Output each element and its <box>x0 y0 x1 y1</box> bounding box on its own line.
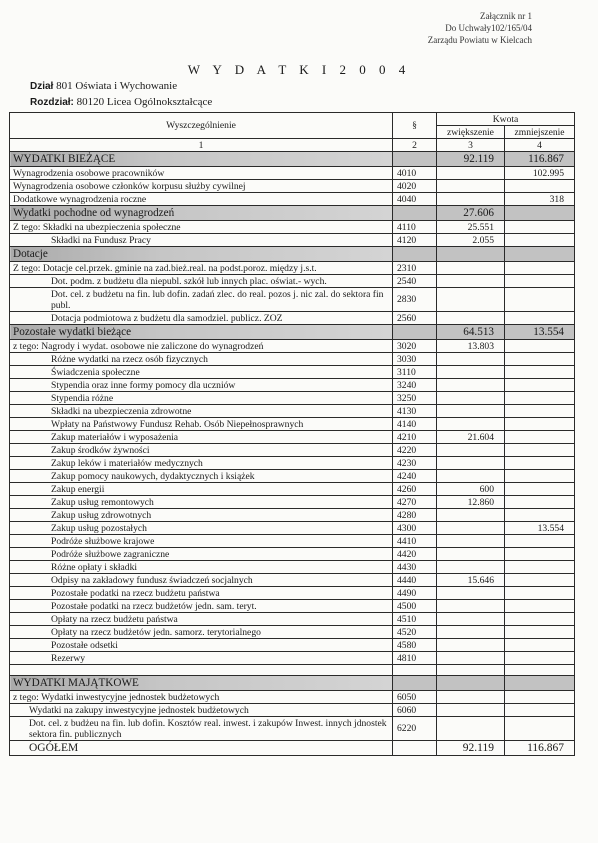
row-code: 2540 <box>393 275 437 288</box>
table-row <box>10 457 575 470</box>
table-row <box>10 704 575 717</box>
row-increase <box>437 405 505 418</box>
row-increase <box>437 600 505 613</box>
table-row <box>10 379 575 392</box>
row-name: Zakup usług remontowych <box>10 496 393 509</box>
row-increase <box>437 247 505 262</box>
row-increase <box>437 275 505 288</box>
row-code: 2560 <box>393 312 437 325</box>
row-decrease <box>505 509 575 522</box>
row-name: Opłaty na rzecz budżetów jedn. samorz. terytorialnego <box>10 626 393 639</box>
row-code: 4520 <box>393 626 437 639</box>
row-code: 3020 <box>393 340 437 353</box>
row-code: 4140 <box>393 418 437 431</box>
row-name: Opłaty na rzecz budżetu państwa <box>10 613 393 626</box>
row-increase <box>437 717 505 741</box>
row-increase <box>437 392 505 405</box>
row-name: Zakup środków żywności <box>10 444 393 457</box>
row-code: 4010 <box>393 167 437 180</box>
row-decrease <box>505 496 575 509</box>
row-code <box>393 152 437 167</box>
row-name <box>10 665 393 676</box>
table-row <box>10 167 575 180</box>
document-title: W Y D A T K I 2 0 0 4 <box>187 62 411 77</box>
table-row <box>10 405 575 418</box>
row-increase: 21.604 <box>437 431 505 444</box>
row-increase <box>437 353 505 366</box>
row-decrease <box>505 221 575 234</box>
row-decrease <box>505 234 575 247</box>
row-increase <box>437 548 505 561</box>
row-name: Różne opłaty i składki <box>10 561 393 574</box>
row-increase <box>437 639 505 652</box>
row-decrease <box>505 262 575 275</box>
table-row <box>10 496 575 509</box>
row-name: OGÓŁEM <box>10 741 393 756</box>
row-increase <box>437 262 505 275</box>
row-name: Wydatki pochodne od wynagrodzeń <box>10 206 393 221</box>
table-row <box>10 431 575 444</box>
row-code: 6220 <box>393 717 437 741</box>
table-row <box>10 717 575 741</box>
rozdzial-value: 80120 Licea Ogólnokształcące <box>76 96 213 108</box>
row-increase <box>437 167 505 180</box>
row-code: 3030 <box>393 353 437 366</box>
row-name: Pozostałe wydatki bieżące <box>10 325 393 340</box>
table-row <box>10 275 575 288</box>
row-code <box>393 741 437 756</box>
row-increase: 13.803 <box>437 340 505 353</box>
row-decrease <box>505 704 575 717</box>
row-decrease <box>505 275 575 288</box>
table-row <box>10 483 575 496</box>
row-increase <box>437 561 505 574</box>
table-row <box>10 418 575 431</box>
row-code: 4020 <box>393 180 437 193</box>
spacer-row <box>10 665 575 676</box>
row-code: 4500 <box>393 600 437 613</box>
attachment-line-1: Załącznik nr 1 <box>480 11 532 21</box>
row-name: Pozostałe odsetki <box>10 639 393 652</box>
row-increase: 12.860 <box>437 496 505 509</box>
row-code <box>393 665 437 676</box>
rozdzial-label: Rozdział: <box>30 97 74 108</box>
row-increase <box>437 366 505 379</box>
row-code: 4580 <box>393 639 437 652</box>
row-code: 4130 <box>393 405 437 418</box>
table-row <box>10 613 575 626</box>
row-name: Zakup materiałów i wyposażenia <box>10 431 393 444</box>
row-code: 4230 <box>393 457 437 470</box>
row-decrease <box>505 206 575 221</box>
row-name: Składki na ubezpieczenia zdrowotne <box>10 405 393 418</box>
row-decrease <box>505 600 575 613</box>
row-increase <box>437 444 505 457</box>
attachment-note <box>428 10 532 46</box>
table-row <box>10 574 575 587</box>
dzial-value: 801 Oświata i Wychowanie <box>56 80 178 92</box>
row-decrease <box>505 405 575 418</box>
row-name: z tego: Wydatki inwestycyjne jednostek budżetowych <box>10 691 393 704</box>
row-name: Stypendia oraz inne formy pomocy dla uczniów <box>10 379 393 392</box>
row-decrease <box>505 431 575 444</box>
row-increase <box>437 312 505 325</box>
row-name: Wpłaty na Państwowy Fundusz Rehab. Osób Niepełnosprawnych <box>10 418 393 431</box>
row-increase <box>437 193 505 206</box>
row-decrease <box>505 247 575 262</box>
row-increase <box>437 470 505 483</box>
table-row <box>10 312 575 325</box>
row-code: 6050 <box>393 691 437 704</box>
row-name: Dodatkowe wynagrodzenia roczne <box>10 193 393 206</box>
row-name: Rezerwy <box>10 652 393 665</box>
row-decrease <box>505 180 575 193</box>
row-increase <box>437 691 505 704</box>
row-decrease <box>505 483 575 496</box>
row-code: 4120 <box>393 234 437 247</box>
row-decrease <box>505 444 575 457</box>
row-code: 2830 <box>393 288 437 312</box>
table-row <box>10 340 575 353</box>
row-decrease <box>505 652 575 665</box>
table-row <box>10 392 575 405</box>
table-row <box>10 470 575 483</box>
row-code: 4110 <box>393 221 437 234</box>
attachment-line-2: Do Uchwały102/165/04 <box>445 23 532 33</box>
row-increase: 2.055 <box>437 234 505 247</box>
table-row <box>10 535 575 548</box>
row-name: Zakup usług zdrowotnych <box>10 509 393 522</box>
row-decrease: 13.554 <box>505 522 575 535</box>
row-code: 4300 <box>393 522 437 535</box>
header-kwota: Kwota <box>437 113 575 126</box>
table-row <box>10 288 575 312</box>
row-decrease <box>505 457 575 470</box>
row-increase <box>437 626 505 639</box>
row-increase <box>437 587 505 600</box>
section-row <box>10 206 575 221</box>
row-decrease: 116.867 <box>505 152 575 167</box>
row-code <box>393 206 437 221</box>
row-code: 4280 <box>393 509 437 522</box>
row-name: Różne wydatki na rzecz osób fizycznych <box>10 353 393 366</box>
row-decrease: 102.995 <box>505 167 575 180</box>
row-code: 3240 <box>393 379 437 392</box>
row-code: 4440 <box>393 574 437 587</box>
row-increase: 92.119 <box>437 741 505 756</box>
row-decrease: 318 <box>505 193 575 206</box>
header-zmniejszenie: zmniejszenie <box>505 126 575 139</box>
attachment-line-3: Zarządu Powiatu w Kielcach <box>427 35 532 45</box>
row-name: Pozostałe podatki na rzecz budżetu państwa <box>10 587 393 600</box>
row-decrease <box>505 639 575 652</box>
row-code: 3110 <box>393 366 437 379</box>
row-name: Zakup energii <box>10 483 393 496</box>
table-row <box>10 626 575 639</box>
section-row <box>10 325 575 340</box>
header-num-1: 1 <box>10 139 393 152</box>
dzial-line <box>30 80 177 92</box>
row-increase: 92.119 <box>437 152 505 167</box>
row-name: Świadczenia społeczne <box>10 366 393 379</box>
row-code <box>393 676 437 691</box>
row-code: 4410 <box>393 535 437 548</box>
row-increase: 15.646 <box>437 574 505 587</box>
row-name: Dot. cel. z budżeu na fin. lub dofin. Kosztów real. inwest. i zakupów Inwest. innych jdnostek sektora fin. publicznych <box>10 717 393 741</box>
row-name: Zakup leków i materiałów medycznych <box>10 457 393 470</box>
row-code: 4270 <box>393 496 437 509</box>
row-increase <box>437 522 505 535</box>
table-row <box>10 548 575 561</box>
row-increase <box>437 613 505 626</box>
rozdzial-line <box>30 96 212 108</box>
row-name: WYDATKI BIEŻĄCE <box>10 152 393 167</box>
row-name: Z tego: Składki na ubezpieczenia społeczne <box>10 221 393 234</box>
row-decrease <box>505 379 575 392</box>
row-name: Podróże służbowe zagraniczne <box>10 548 393 561</box>
table-row <box>10 561 575 574</box>
table-row <box>10 353 575 366</box>
row-decrease <box>505 548 575 561</box>
table-row <box>10 691 575 704</box>
row-code: 4240 <box>393 470 437 483</box>
row-increase: 25.551 <box>437 221 505 234</box>
row-decrease <box>505 288 575 312</box>
row-code <box>393 325 437 340</box>
table-row <box>10 639 575 652</box>
table-row <box>10 262 575 275</box>
row-name: z tego: Nagrody i wydat. osobowe nie zaliczone do wynagrodzeń <box>10 340 393 353</box>
row-decrease <box>505 574 575 587</box>
row-increase <box>437 704 505 717</box>
table-row <box>10 600 575 613</box>
row-increase: 600 <box>437 483 505 496</box>
header-num-2: 2 <box>393 139 437 152</box>
row-increase <box>437 288 505 312</box>
row-increase: 27.606 <box>437 206 505 221</box>
row-decrease <box>505 676 575 691</box>
row-code: 4810 <box>393 652 437 665</box>
section-row <box>10 676 575 691</box>
section-row <box>10 152 575 167</box>
row-decrease <box>505 613 575 626</box>
header-zwiekszenie: zwiększenie <box>437 126 505 139</box>
row-increase <box>437 457 505 470</box>
row-increase <box>437 676 505 691</box>
header-numbers-row <box>10 139 575 152</box>
row-name: Wynagrodzenia osobowe członków korpusu służby cywilnej <box>10 180 393 193</box>
row-name: Pozostałe podatki na rzecz budżetów jedn. sam. teryt. <box>10 600 393 613</box>
header-num-4: 4 <box>505 139 575 152</box>
row-name: Zakup usług pozostałych <box>10 522 393 535</box>
row-code: 4430 <box>393 561 437 574</box>
row-name: Stypendia różne <box>10 392 393 405</box>
row-code: 6060 <box>393 704 437 717</box>
row-code: 4510 <box>393 613 437 626</box>
row-decrease <box>505 312 575 325</box>
row-name: Wynagrodzenia osobowe pracowników <box>10 167 393 180</box>
table-row <box>10 180 575 193</box>
row-increase <box>437 379 505 392</box>
row-increase <box>437 535 505 548</box>
row-name: Odpisy na zakładowy fundusz świadczeń socjalnych <box>10 574 393 587</box>
row-name: Składki na Fundusz Pracy <box>10 234 393 247</box>
row-name: Dotacje <box>10 247 393 262</box>
row-decrease <box>505 353 575 366</box>
row-name: Z tego: Dotacje cel.przek. gminie na zad.bież.real. na podst.poroz. między j.s.t. <box>10 262 393 275</box>
row-name: Zakup pomocy naukowych, dydaktycznych i książek <box>10 470 393 483</box>
row-decrease <box>505 587 575 600</box>
row-decrease <box>505 626 575 639</box>
row-name: Dot. cel. z budżetu na fin. lub dofin. zadań zlec. do real. pozos j. nic zal. do sektora fin publ. <box>10 288 393 312</box>
header-row-1 <box>10 113 575 126</box>
row-decrease <box>505 392 575 405</box>
row-name: Dotacja podmiotowa z budżetu dla samodziel. publicz. ZOZ <box>10 312 393 325</box>
row-code: 4220 <box>393 444 437 457</box>
table-row <box>10 366 575 379</box>
table-row <box>10 522 575 535</box>
row-name: Dot. podm. z budżetu dla niepubl. szkół lub innych plac. oświat.- wych. <box>10 275 393 288</box>
row-code <box>393 247 437 262</box>
row-increase <box>437 652 505 665</box>
total-row <box>10 741 575 756</box>
row-increase <box>437 509 505 522</box>
row-decrease <box>505 691 575 704</box>
header-num-3: 3 <box>437 139 505 152</box>
row-code: 4210 <box>393 431 437 444</box>
table-row <box>10 193 575 206</box>
row-increase <box>437 665 505 676</box>
row-code: 3250 <box>393 392 437 405</box>
row-decrease <box>505 535 575 548</box>
table-row <box>10 444 575 457</box>
header-paragraf: § <box>393 113 437 139</box>
row-code: 4040 <box>393 193 437 206</box>
row-decrease: 116.867 <box>505 741 575 756</box>
table-row <box>10 509 575 522</box>
row-decrease <box>505 561 575 574</box>
dzial-label: Dział <box>30 81 54 92</box>
row-code: 4260 <box>393 483 437 496</box>
section-row <box>10 247 575 262</box>
row-decrease <box>505 717 575 741</box>
table-row <box>10 221 575 234</box>
row-name: Podróże służbowe krajowe <box>10 535 393 548</box>
row-decrease <box>505 418 575 431</box>
row-increase: 64.513 <box>437 325 505 340</box>
table-row <box>10 652 575 665</box>
table-row <box>10 587 575 600</box>
row-decrease <box>505 366 575 379</box>
row-name: Wydatki na zakupy inwestycyjne jednostek budżetowych <box>10 704 393 717</box>
row-increase <box>437 418 505 431</box>
row-decrease <box>505 340 575 353</box>
row-decrease <box>505 665 575 676</box>
row-increase <box>437 180 505 193</box>
expenses-table <box>9 112 575 756</box>
row-decrease: 13.554 <box>505 325 575 340</box>
table-row <box>10 234 575 247</box>
row-name: WYDATKI MAJĄTKOWE <box>10 676 393 691</box>
row-code: 4420 <box>393 548 437 561</box>
header-wyszczegolnienie: Wyszczególnienie <box>10 113 393 139</box>
row-code: 4490 <box>393 587 437 600</box>
row-decrease <box>505 470 575 483</box>
row-code: 2310 <box>393 262 437 275</box>
